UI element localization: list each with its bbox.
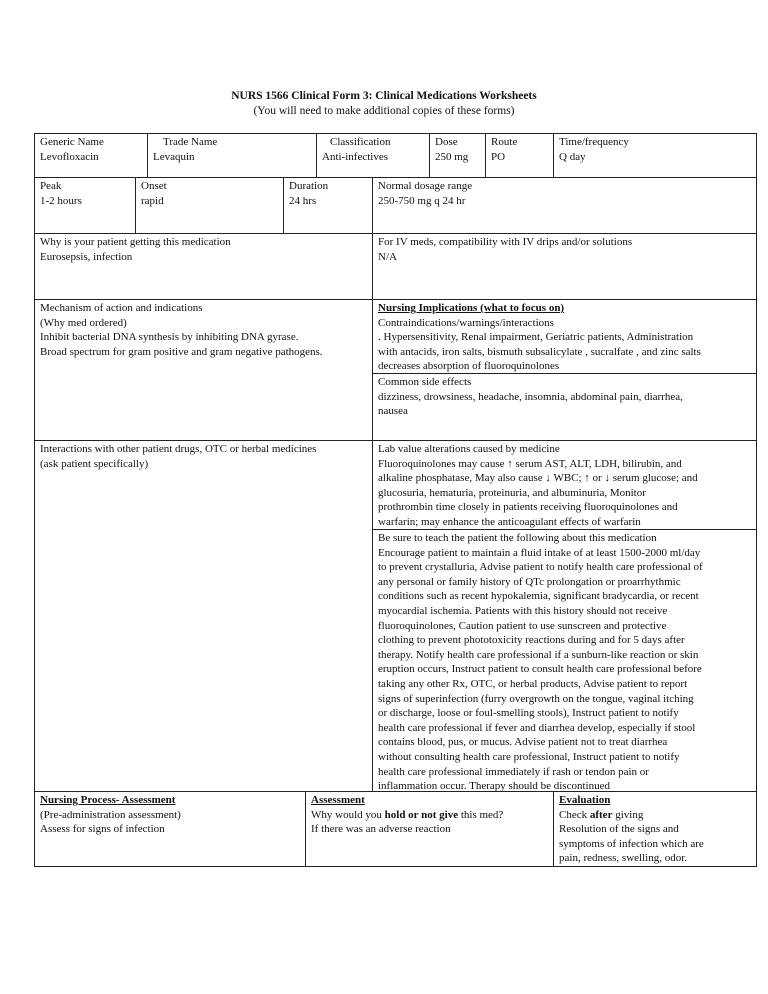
trade-name-label: Trade Name <box>163 136 218 148</box>
evaluation-label: Evaluation <box>559 794 611 806</box>
process-cell <box>34 791 306 867</box>
teach-line: signs of superinfection (furry overgrowth on the tongue, vaginal itching <box>378 692 694 705</box>
teach-line: inflammation occur. Therapy should be discontinued <box>378 780 610 792</box>
frequency-value: Q day <box>559 150 586 163</box>
peak-value: 1-2 hours <box>40 194 82 207</box>
evaluation-line: symptoms of infection which are <box>559 837 704 850</box>
frequency-cell <box>553 133 757 178</box>
implications-line: with antacids, iron salts, bismuth subsalicylate , sucralfate , and zinc salts <box>378 345 701 358</box>
lab-line: glucosuria, hematuria, proteinuria, and albuminuria, Monitor <box>378 486 646 499</box>
lab-line: Fluoroquinolones may cause ↑ serum AST, ALT, LDH, bilirubin, and <box>378 457 682 470</box>
evaluation-pre: Check <box>559 808 590 821</box>
teach-label: Be sure to teach the patient the following about this medication <box>378 532 657 544</box>
mechanism-line: Broad spectrum for gram positive and gram negative pathogens. <box>40 345 323 358</box>
page-title: NURS 1566 Clinical Form 3: Clinical Medications Worksheets <box>231 90 537 102</box>
assessment-q-pre: Why would you <box>311 808 385 821</box>
teach-line: eruption occurs, Instruct patient to consult health care professional before <box>378 663 702 676</box>
evaluation-cell <box>553 791 757 867</box>
mechanism-line: Inhibit bacterial DNA synthesis by inhibiting DNA gyrase. <box>40 331 299 344</box>
evaluation-line: pain, redness, swelling, odor. <box>559 852 688 865</box>
teach-line: therapy. Notify health care professional if a sunburn-like reaction or skin <box>378 648 699 661</box>
teach-line: health care professional immediately if rash or tendon pain or <box>378 765 649 778</box>
dose-value: 250 mg <box>435 150 469 163</box>
implications-line: . Hypersensitivity, Renal impairment, Geriatric patients, Administration <box>378 331 694 344</box>
interactions-cell <box>34 440 373 792</box>
evaluation-post: giving <box>612 808 644 821</box>
side-effects-label: Common side effects <box>378 376 472 388</box>
dose-label: Dose <box>435 136 458 148</box>
teach-line: clothing to prevent phototoxicity reactions during and for 5 days after <box>378 634 685 647</box>
teach-line: any personal or family history of QTc prolongation or proarrhythmic <box>378 575 681 588</box>
assessment-question <box>311 808 548 823</box>
side-effects-line: nausea <box>378 405 408 418</box>
assessment-label: Assessment <box>311 794 365 806</box>
teach-line: Encourage patient to maintain a fluid intake of at least 1500-2000 ml/day <box>378 546 701 559</box>
teach-cell <box>372 529 757 792</box>
frequency-label: Time/frequency <box>559 136 629 148</box>
side-effects-cell <box>372 373 757 441</box>
duration-value: 24 hrs <box>289 194 317 207</box>
generic-name-cell <box>34 133 148 178</box>
teach-line: to prevent crystalluria, Advise patient to notify health care professional of <box>378 561 703 574</box>
process-sub: (Pre-administration assessment) <box>40 808 181 821</box>
iv-cell <box>372 233 757 300</box>
interactions-label: Interactions with other patient drugs, OTC or herbal medicines <box>40 443 317 455</box>
lab-line: alkaline phosphatase, May also cause ↓ WBC; ↑ or ↓ serum glucose; and <box>378 472 698 485</box>
route-label: Route <box>491 136 518 148</box>
classification-value: Anti-infectives <box>322 150 388 163</box>
why-label: Why is your patient getting this medication <box>40 236 231 248</box>
implications-line: decreases absorption of fluoroquinolones <box>378 360 560 373</box>
process-label: Nursing Process- Assessment <box>40 794 176 806</box>
mechanism-label: Mechanism of action and indications <box>40 302 203 314</box>
generic-name-label: Generic Name <box>40 136 104 148</box>
classification-label: Classification <box>330 136 391 148</box>
side-effects-line: dizziness, drowsiness, headache, insomnia, abdominal pain, diarrhea, <box>378 390 683 403</box>
classification-cell <box>316 133 430 178</box>
assessment-value: If there was an adverse reaction <box>311 823 451 836</box>
normal-range-value: 250-750 mg q 24 hr <box>378 194 466 207</box>
assessment-q-bold: hold or not give <box>384 808 459 821</box>
lab-line: prothrombin time closely in patients receiving fluoroquinolones and <box>378 501 678 514</box>
trade-name-cell <box>147 133 317 178</box>
teach-line: taking any other Rx, OTC, or herbal products, Advise patient to report <box>378 677 688 690</box>
evaluation-line: Resolution of the signs and <box>559 823 679 836</box>
route-cell <box>485 133 554 178</box>
onset-cell <box>135 177 284 234</box>
onset-value: rapid <box>141 194 164 207</box>
teach-line: health care professional if fever and diarrhea develop, especially if stool <box>378 721 696 734</box>
teach-line: conditions such as recent hypokalemia, significant bradycardia, or recent <box>378 590 699 603</box>
trade-name-value: Levaquin <box>153 150 195 163</box>
normal-range-cell <box>372 177 757 234</box>
evaluation-bold: after <box>589 808 613 821</box>
lab-cell <box>372 440 757 530</box>
why-cell <box>34 233 373 300</box>
mechanism-cell <box>34 299 373 441</box>
process-value: Assess for signs of infection <box>40 823 165 836</box>
iv-value: N/A <box>378 250 397 263</box>
lab-line: warfarin; may enhance the anticoagulant effects of warfarin <box>378 515 641 528</box>
lab-label: Lab value alterations caused by medicine <box>378 443 560 455</box>
page-subtitle: (You will need to make additional copies of these forms) <box>253 105 515 117</box>
dose-cell <box>429 133 486 178</box>
why-value: Eurosepsis, infection <box>40 250 133 263</box>
interactions-sub: (ask patient specifically) <box>40 457 149 470</box>
implications-label: Nursing Implications (what to focus on) <box>378 302 565 314</box>
teach-line: contains blood, pus, or mucus. Advise patient not to treat diarrhea <box>378 736 668 749</box>
assessment-cell <box>305 791 554 867</box>
evaluation-check <box>559 808 751 823</box>
mechanism-sub: (Why med ordered) <box>40 316 127 329</box>
normal-range-label: Normal dosage range <box>378 180 473 192</box>
duration-cell <box>283 177 373 234</box>
teach-line: myocardial ischemia. Patients with this history should not receive <box>378 604 668 617</box>
teach-line: fluoroquinolones, Caution patient to use sunscreen and protective <box>378 619 667 632</box>
assessment-q-post: this med? <box>458 808 504 821</box>
iv-label: For IV meds, compatibility with IV drips and/or solutions <box>378 236 633 248</box>
generic-name-value: Levofloxacin <box>40 150 99 163</box>
onset-label: Onset <box>141 180 167 192</box>
implications-sub: Contraindications/warnings/interactions <box>378 316 554 329</box>
peak-label: Peak <box>40 180 62 192</box>
teach-line: without consulting health care professional, Instruct patient to notify <box>378 750 680 763</box>
duration-label: Duration <box>289 180 329 192</box>
implications-cell <box>372 299 757 374</box>
route-value: PO <box>491 150 506 163</box>
peak-cell <box>34 177 136 234</box>
teach-line: or discharge, loose or foul-smelling stools), Instruct patient to notify <box>378 707 679 720</box>
